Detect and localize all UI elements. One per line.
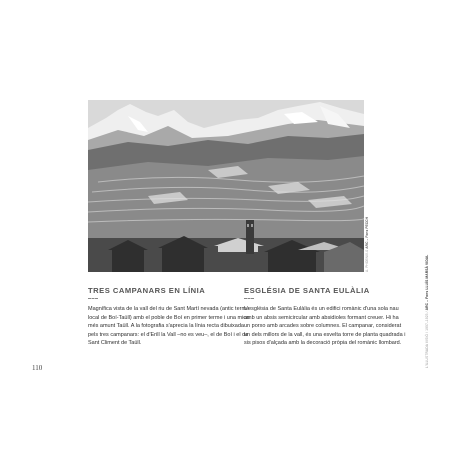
mountain-valley-photo bbox=[88, 100, 364, 272]
left-body: Magnífica vista de la vall del riu de Sant Martí nevada (antic terme local de Boí-Taüll) amb el poble de Boí en primer terme i una mica més amunt Taüll. A la fotografia s'aprecia la línia recta dibuixada pels tres campanars: el d'Erill la Vall –no es veu–, el de Boí i el de Sant Climent de Taüll. bbox=[88, 306, 250, 347]
heading-rule bbox=[244, 298, 254, 299]
page-number: 110 bbox=[32, 364, 43, 372]
vertical-collection-label bbox=[425, 255, 429, 368]
collection-source: ARC – Fons LLUÍS MARSÀ VIDAL bbox=[425, 254, 429, 311]
photo-source: ARC – Fons PECCH bbox=[365, 217, 369, 249]
heading-rule bbox=[88, 298, 98, 299]
photo-credit bbox=[365, 217, 369, 272]
left-column bbox=[88, 286, 250, 348]
right-heading: ESGLÉSIA DE SANTA EULÀLIA bbox=[244, 286, 370, 295]
photo-reference: A. PHOENIX-0 bbox=[365, 249, 369, 272]
collection-title: L'ILLUSTRADA VISIÓ / 1907–1923 / bbox=[425, 311, 429, 368]
right-column bbox=[244, 286, 406, 348]
left-heading: TRES CAMPANARS EN LÍNIA bbox=[88, 286, 206, 295]
right-body: L'església de Santa Eulàlia és un edifici romànic d'una sola nau amb un absis semicircular amb absidioles formant creuer. Hi ha un porxo amb arcades sobre columnes. El campanar, considerat un dels millors de la vall, és una esvelta torre de planta quadrada i sis pisos d'alçada amb la decoració pròpia del romànic llombard. bbox=[244, 306, 406, 347]
